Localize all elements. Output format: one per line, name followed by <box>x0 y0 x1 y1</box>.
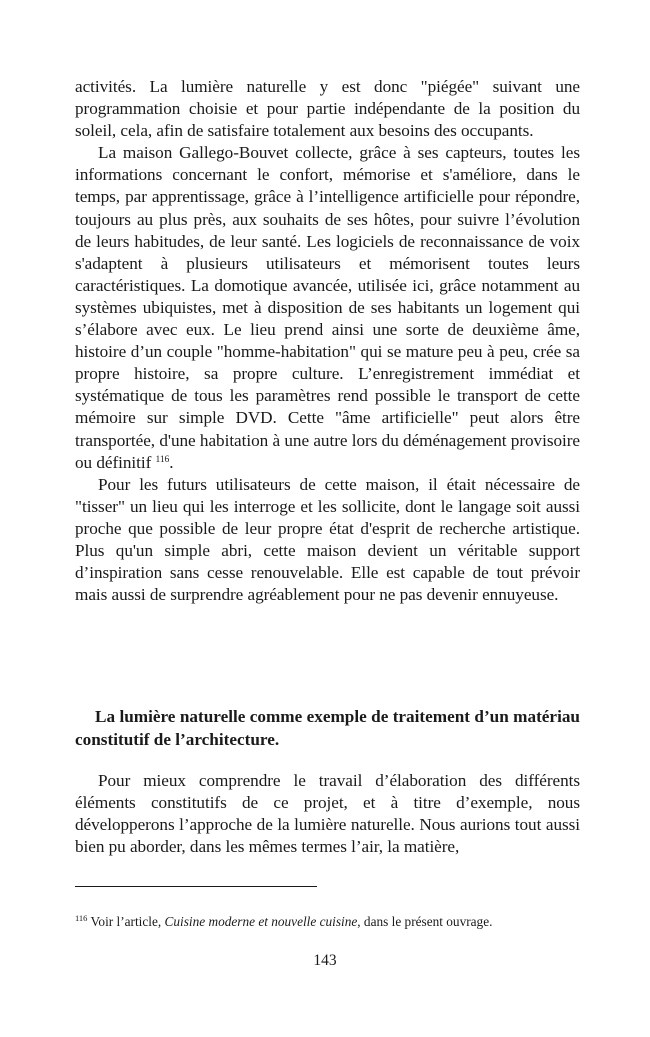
footnote-suffix: , dans le présent ouvrage. <box>357 914 493 929</box>
paragraph-continuation: activités. La lumière naturelle y est donc "piégée" suivant une programmation choisie et pour partie indépendante de la position du soleil, cela, afin de satisfaire totalement aux besoins des occupants. <box>75 77 580 141</box>
paragraph-end-punctuation: . <box>169 452 174 472</box>
footnote-number: 116 <box>75 913 88 923</box>
paragraph-futurs-utilisateurs: Pour les futurs utilisateurs de cette maison, il était nécessaire de "tisser" un lieu qui les interroge et les sollicite, dont le langage soit aussi proche que possible de leur propre état d'esprit de recherche artistique. Plus qu'un simple abri, cette maison devient un véritable support d’inspiration sans cesse renouvelable. Elle est capable de tout prévoir mais aussi de surprendre agréablement pour ne pas devenir ennuyeuse. <box>75 474 580 605</box>
footnote-article-title: Cuisine moderne et nouvelle cuisine <box>164 914 358 929</box>
footnote <box>75 914 580 930</box>
footnote-reference[interactable]: 116 <box>155 454 170 465</box>
section-heading: La lumière naturelle comme exemple de traitement d’un matériau constitutif de l’architecture. <box>75 707 580 749</box>
footnote-prefix: Voir l’article, <box>90 914 162 929</box>
paragraph-after-heading: Pour mieux comprendre le travail d’élaboration des différents éléments constitutifs de ce projet, et à titre d’exemple, nous développerons l’approche de la lumière naturelle. Nous aurions tout aussi bien pu aborder, dans les mêmes termes l’air, la matière, <box>75 771 580 857</box>
paragraph-maison-gallego-bouvet <box>75 142 580 473</box>
body-text-top <box>75 76 580 606</box>
footnote-divider <box>75 886 317 887</box>
body-text-bottom <box>75 770 580 858</box>
paragraph-text: La maison Gallego-Bouvet collecte, grâce à ses capteurs, toutes les informations concernant le confort, mémorise et s'améliore, dans le temps, par apprentissage, grâce à l’intelligence artificielle pour répondre, toujours au plus près, aux souhaits de ses hôtes, pour suivre l’évolution de leurs habitudes, de leur santé. Les logiciels de reconnaissance de voix s'adaptent à plusieurs utilisateurs et mémorisent toutes leurs caractéristiques. La domotique avancée, utilisée ici, grâce notamment au systèmes ubiquistes, met à disposition de ses habitants un logement qui s’élabore avec eux. Le lieu prend ainsi une sorte de deuxième âme, histoire d’un couple "homme-habitation" qui se mature peu à peu, crée sa propre histoire, sa propre culture. L’enregistrement immédiat et systématique de tous les paramètres rend possible le transport de cette mémoire sur simple DVD. Cette "âme artificielle" peut alors être transportée, d'une habitation à une autre lors du déménagement provisoire ou définitif <box>75 143 580 472</box>
page-number: 143 <box>313 952 337 969</box>
